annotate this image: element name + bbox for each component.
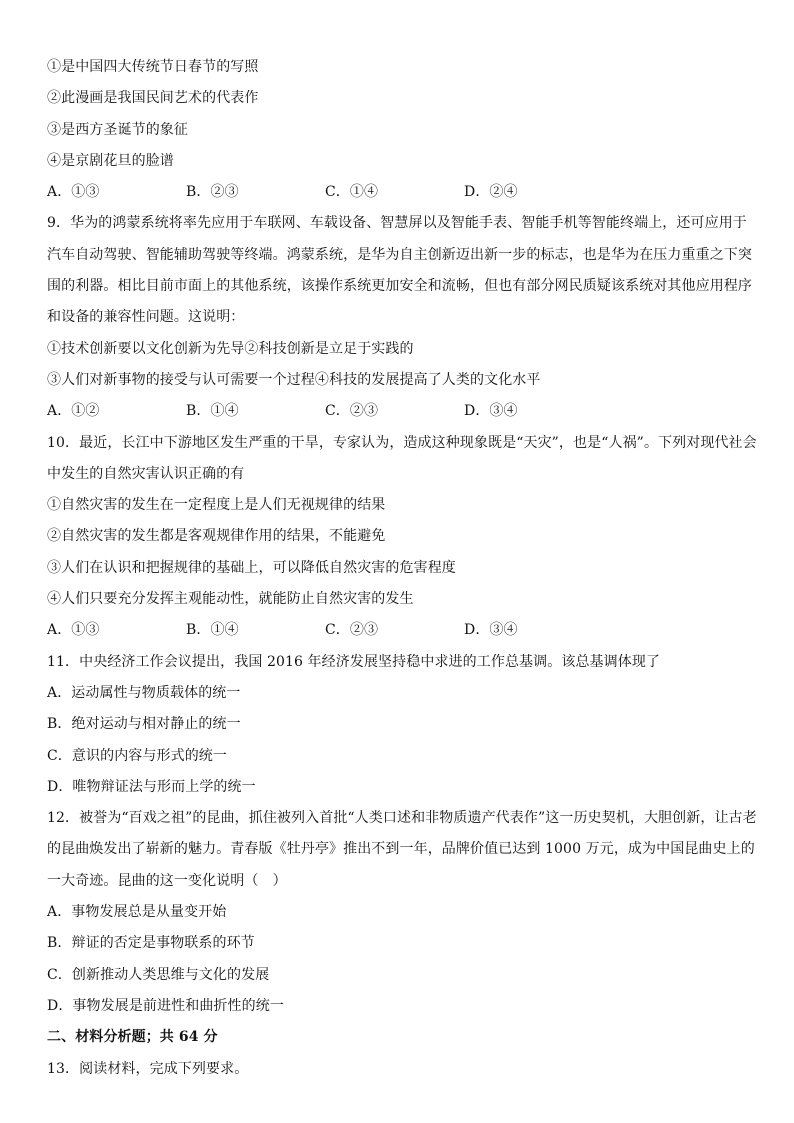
q10-stem-line-1: 10．最近，长江中下游地区发生严重的干旱，专家认为，造成这种现象既是“天灾”，也是“人祸”。下列对现代社会 bbox=[47, 434, 757, 451]
q12-stem-line-1: 12．被誉为“百戏之祖”的昆曲，抓住被列入首批“人类口述和非物质遗产代表作”这一历史契机，大胆创新，让古老 bbox=[47, 810, 757, 827]
q8-options bbox=[47, 177, 747, 208]
q10-item-3: ③人们在认识和把握规律的基础上，可以降低自然灾害的危害程度 bbox=[47, 559, 456, 576]
q8-item-3: ③是西方圣诞节的象征 bbox=[47, 121, 188, 138]
q10-item-4: ④人们只要充分发挥主观能动性，就能防止自然灾害的发生 bbox=[47, 591, 414, 608]
q8-item-2: ②此漫画是我国民间艺术的代表作 bbox=[47, 90, 259, 107]
q9-option-a: A．①② bbox=[47, 403, 100, 420]
q12-choice-a: A．事物发展总是从量变开始 bbox=[47, 904, 227, 921]
q8-option-b: B．②③ bbox=[186, 184, 239, 201]
q13-stem: 13．阅读材料，完成下列要求。 bbox=[47, 1060, 249, 1077]
q8-item-4: ④是京剧花旦的脸谱 bbox=[47, 152, 174, 169]
q10-option-d: D．③④ bbox=[464, 622, 518, 639]
q12-stem-line-3: 一大奇迹。昆曲的这一变化说明（ ） bbox=[47, 872, 287, 889]
q9-options bbox=[47, 396, 747, 427]
q9-option-d: D．③④ bbox=[464, 403, 518, 420]
question-11 bbox=[47, 647, 747, 803]
q9-stem-line-3: 围的利器。相比目前市面上的其他系统，该操作系统更加安全和流畅，但也有部分网民质疑该系统对其他应用程序 bbox=[47, 278, 752, 295]
q8-option-c: C．①④ bbox=[325, 184, 379, 201]
question-12 bbox=[47, 803, 757, 1022]
q9-item-2: ③人们对新事物的接受与认可需要一个过程④科技的发展提高了人类的文化水平 bbox=[47, 371, 541, 388]
q11-choice-a: A．运动属性与物质载体的统一 bbox=[47, 684, 241, 701]
q12-stem-line-2: 的昆曲焕发出了崭新的魅力。青春版《牡丹亭》推出不到一年，品牌价值已达到 1000 万元，成为中国昆曲史上的 bbox=[47, 841, 755, 858]
q11-choice-b: B．绝对运动与相对静止的统一 bbox=[47, 716, 241, 733]
q11-choice-c: C．意识的内容与形式的统一 bbox=[47, 747, 228, 764]
q8-item-1: ①是中国四大传统节日春节的写照 bbox=[47, 59, 259, 75]
q10-item-1: ①自然灾害的发生在一定程度上是人们无视规律的结果 bbox=[47, 497, 386, 514]
q11-stem-line-1: 11．中央经济工作会议提出，我国 2016 年经济发展坚持稳中求进的工作总基调。该总基调体现了 bbox=[47, 653, 661, 670]
q9-option-c: C．②③ bbox=[325, 403, 379, 420]
question-9 bbox=[47, 208, 752, 427]
question-10 bbox=[47, 428, 757, 647]
q10-options bbox=[47, 615, 747, 646]
exam-page bbox=[47, 52, 757, 1085]
q9-stem-line-2: 汽车自动驾驶、智能辅助驾驶等终端。鸿蒙系统，是华为自主创新迈出新一步的标志，也是华为在压力重重之下突 bbox=[47, 246, 752, 263]
q10-item-2: ②自然灾害的发生都是客观规律作用的结果，不能避免 bbox=[47, 528, 386, 545]
q9-item-1: ①技术创新要以文化创新为先导②科技创新是立足于实践的 bbox=[47, 340, 414, 357]
q10-stem-line-2: 中发生的自然灾害认识正确的有 bbox=[47, 465, 245, 482]
q8-option-d: D．②④ bbox=[464, 184, 518, 201]
q11-choice-d: D．唯物辩证法与形而上学的统一 bbox=[47, 778, 256, 795]
q12-choice-b: B．辩证的否定是事物联系的环节 bbox=[47, 935, 255, 952]
q12-choice-c: C．创新推动人类思维与文化的发展 bbox=[47, 966, 270, 983]
q9-stem-line-1: 9．华为的鸿蒙系统将率先应用于车联网、车载设备、智慧屏以及智能手表、智能手机等智能终端上，还可应用于 bbox=[47, 215, 747, 232]
q10-option-a: A．①③ bbox=[47, 622, 100, 639]
q10-option-b: B．①④ bbox=[186, 622, 239, 639]
q12-choice-d: D．事物发展是前进性和曲折性的统一 bbox=[47, 997, 284, 1014]
q9-stem-line-4: 和设备的兼容性问题。这说明： bbox=[47, 309, 245, 326]
q10-option-c: C．②③ bbox=[325, 622, 379, 639]
q8-option-a: A．①③ bbox=[47, 184, 100, 201]
q9-option-b: B．①④ bbox=[186, 403, 239, 420]
section-2-heading: 二、材料分析题；共 64 分 bbox=[47, 1029, 218, 1046]
question-8 bbox=[47, 52, 747, 208]
